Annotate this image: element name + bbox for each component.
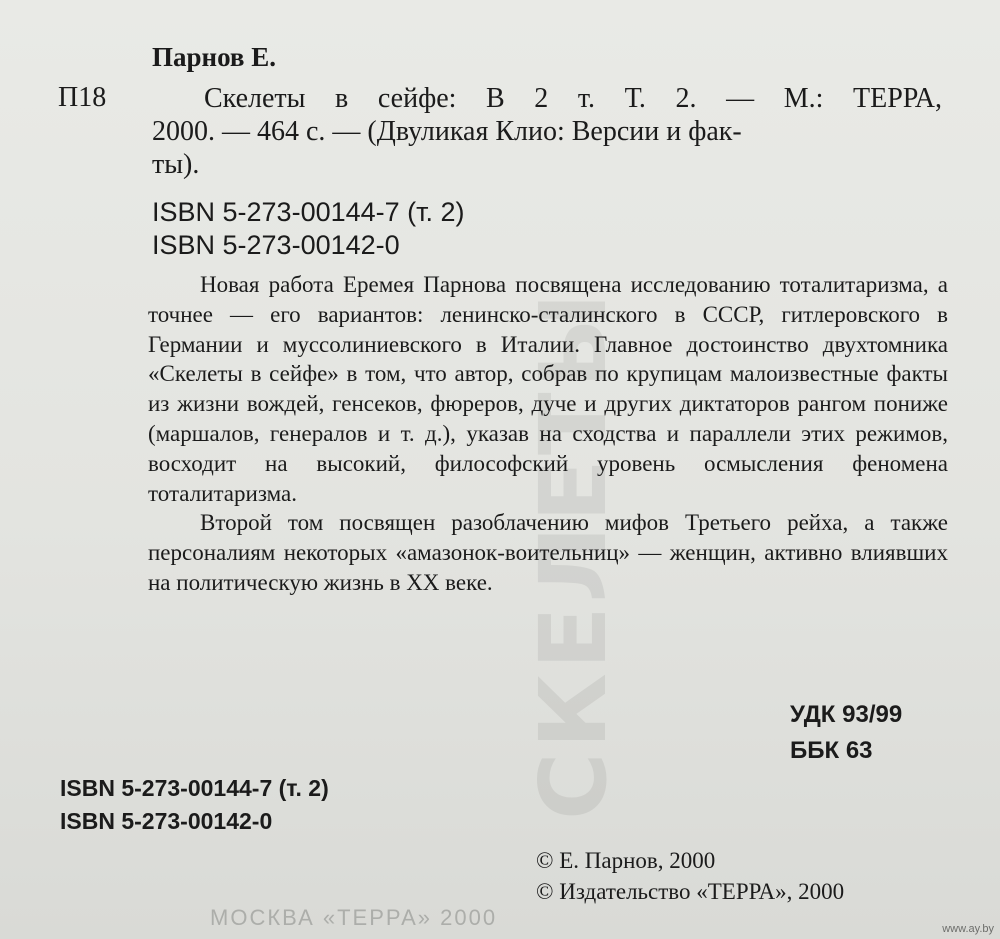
isbn-volume: ISBN 5-273-00144-7 (т. 2) [152, 197, 465, 227]
biblio-line-3: ты). [152, 149, 200, 180]
annotation-paragraph-2: Второй том посвящен разоблачению мифов Третьего рейха, а также персоналиям некоторых «амазонок-воительниц» — женщин, активно влиявших на политическую жизнь в XX веке. [148, 510, 948, 595]
annotation-paragraph-1: Новая работа Еремея Парнова посвящена исследованию тоталитаризма, а точнее — его вариантов: ленинско-сталинского в СССР, гитлеровского в Германии и муссолиниевского в Италии. Главное достоинство двухтомника «Скелеты в сейфе» в том, что автор, собрав по крупицам малоизвестные факты из жизни вождей, генсеков, фюреров, дуче и других диктаторов рангом пониже (маршалов, генералов и т. д.), указав на сходства и параллели этих режимов, восходит на высокий, философский уровень осмысления феномена тоталитаризма. [148, 272, 948, 506]
bibliographic-description [152, 82, 942, 181]
copyright-block [536, 845, 844, 907]
isbn-volume-bottom: ISBN 5-273-00144-7 (т. 2) [60, 775, 329, 801]
biblio-line-2: 2000. — 464 с. — (Двуликая Клио: Версии и фак- [152, 116, 742, 147]
isbn-block-top [152, 196, 465, 262]
copyright-author: © Е. Парнов, 2000 [536, 848, 716, 873]
author-name: Парнов Е. [152, 42, 276, 72]
catalog-code: П18 [58, 82, 107, 113]
isbn-set: ISBN 5-273-00142-0 [152, 230, 400, 260]
isbn-block-bottom [60, 772, 329, 838]
show-through-spine-text: СКЕЛЕТЫ [520, 289, 627, 820]
annotation [148, 270, 948, 598]
biblio-line-1: Скелеты в сейфе: В 2 т. Т. 2. — М.: ТЕРРА, [204, 83, 942, 114]
site-watermark: www.ay.by [942, 923, 994, 935]
copyright-publisher: © Издательство «ТЕРРА», 2000 [536, 879, 845, 904]
classification-codes [790, 697, 902, 769]
bbk-code: ББК 63 [790, 737, 873, 764]
show-through-bottom-text: МОСКВА «ТЕРРА» 2000 [210, 905, 498, 930]
isbn-set-bottom: ISBN 5-273-00142-0 [60, 808, 273, 834]
udk-code: УДК 93/99 [790, 701, 903, 728]
